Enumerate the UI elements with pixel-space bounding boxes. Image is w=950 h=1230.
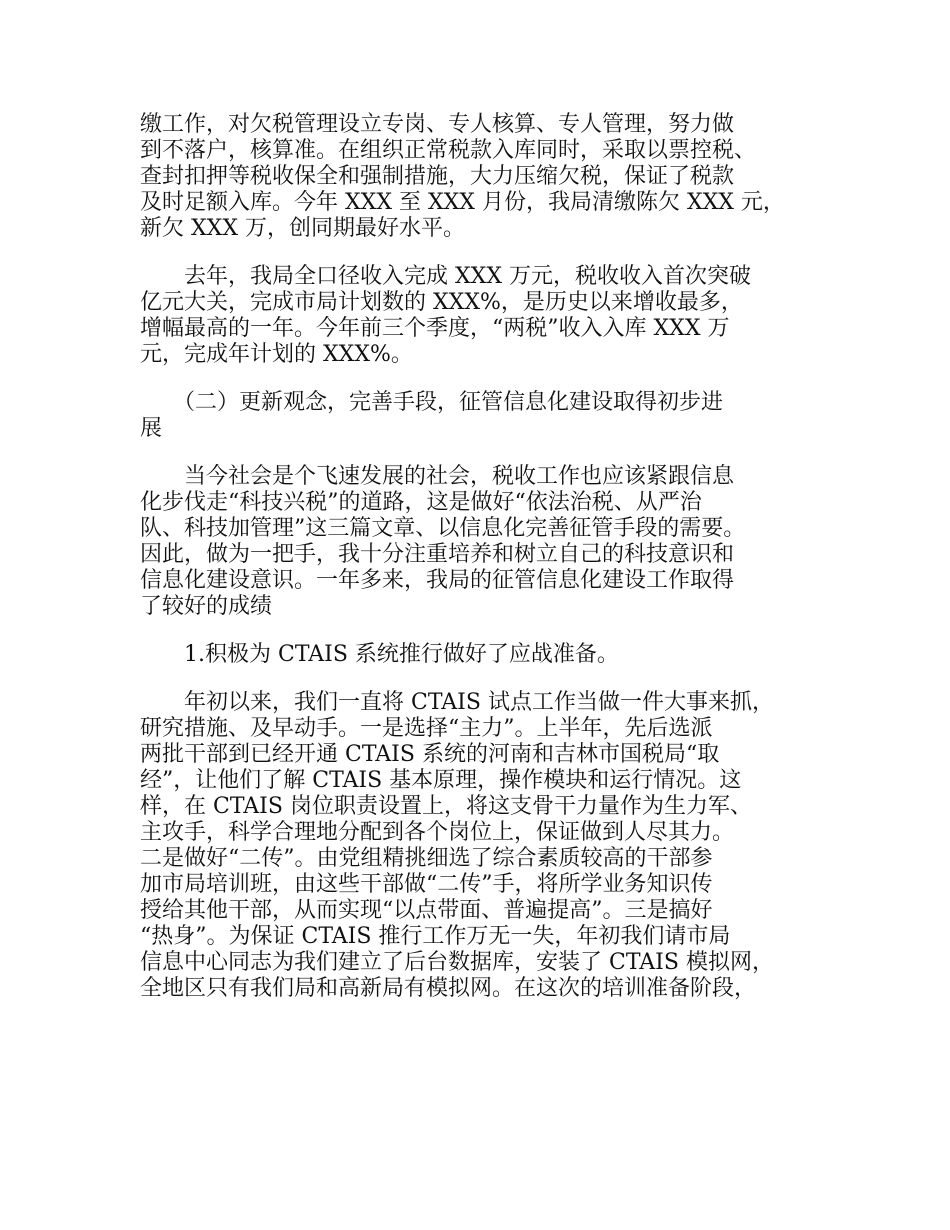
text-line: 授给其他干部，从而实现“以点带面、普遍提高”。三是搞好 [140,898,713,923]
document-page [140,112,820,1024]
text-line: 元，完成年计划的 XXX%。 [140,342,413,367]
text-line: 及时足额入库。今年 XXX 至 XXX 月份，我局清缴陈欠 XXX 元， [140,190,785,215]
paragraph-revenue-results [140,264,820,368]
text-line: 加市局培训班，由这些干部做“二传”手，将所学业务知识传 [140,872,713,897]
text-line: 了较好的成绩 [140,594,273,619]
text-line: 当今社会是个飞速发展的社会，税收工作也应该紧跟信息 [140,464,735,489]
text-line: 研究措施、及早动手。一是选择“主力”。上半年，先后选派 [140,716,713,741]
text-line: （二）更新观念，完善手段，征管信息化建设取得初步进 [140,390,724,415]
text-line: 样，在 CTAIS 岗位职责设置上，将这支骨干力量作为生力军、 [140,794,752,819]
text-line: 新欠 XXX 万，创同期最好水平。 [140,216,465,241]
section-heading-informatization [140,390,820,442]
text-line: 信息化建设意识。一年多来，我局的征管信息化建设工作取得 [140,568,735,593]
text-line: 因此，做为一把手，我十分注重培养和树立自己的科技意识和 [140,542,735,567]
text-line: 亿元大关，完成市局计划数的 XXX%，是历史以来增收最多， [140,290,743,315]
text-line: 到不落户，核算准。在组织正常税款入库同时，采取以票控税、 [140,138,757,163]
text-line: 1.积极为 CTAIS 系统推行做好了应战准备。 [140,642,619,667]
text-line: 年初以来，我们一直将 CTAIS 试点工作当做一件大事来抓， [140,690,774,715]
text-line: 队、科技加管理”这三篇文章、以信息化完善征管手段的需要。 [140,516,746,541]
text-line: 两批干部到已经开通 CTAIS 系统的河南和吉林市国税局“取 [140,742,720,767]
text-line: 二是做好“二传”。由党组精挑细选了综合素质较高的干部参 [140,846,713,871]
text-line: 信息中心同志为我们建立了后台数据库，安装了 CTAIS 模拟网， [140,950,774,975]
text-line: 增幅最高的一年。今年前三个季度，“两税”收入入库 XXX 万 [140,316,730,341]
text-line: 展 [140,416,163,441]
text-line: 经”，让他们了解 CTAIS 基本原理，操作模块和运行情况。这 [140,768,742,793]
text-line: 缴工作，对欠税管理设立专岗、专人核算、专人管理，努力做 [140,112,735,137]
paragraph-arrears-management [140,112,820,242]
text-line: 去年，我局全口径收入完成 XXX 万元，税收收入首次突破 [140,264,751,289]
paragraph-informatization-overview [140,464,820,620]
text-line: 化步伐走“科技兴税”的道路，这是做好“依法治税、从严治 [140,490,702,515]
text-line: 全地区只有我们局和高新局有模拟网。在这次的培训准备阶段， [140,976,757,1001]
text-line: 查封扣押等税收保全和强制措施，大力压缩欠税，保证了税款 [140,164,735,189]
subheading-ctais-preparation [140,642,820,668]
paragraph-ctais-details [140,690,820,1002]
text-line: “热身”。为保证 CTAIS 推行工作万无一失，年初我们请市局 [140,924,731,949]
text-line: 主攻手，科学合理地分配到各个岗位上，保证做到人尽其力。 [140,820,735,845]
